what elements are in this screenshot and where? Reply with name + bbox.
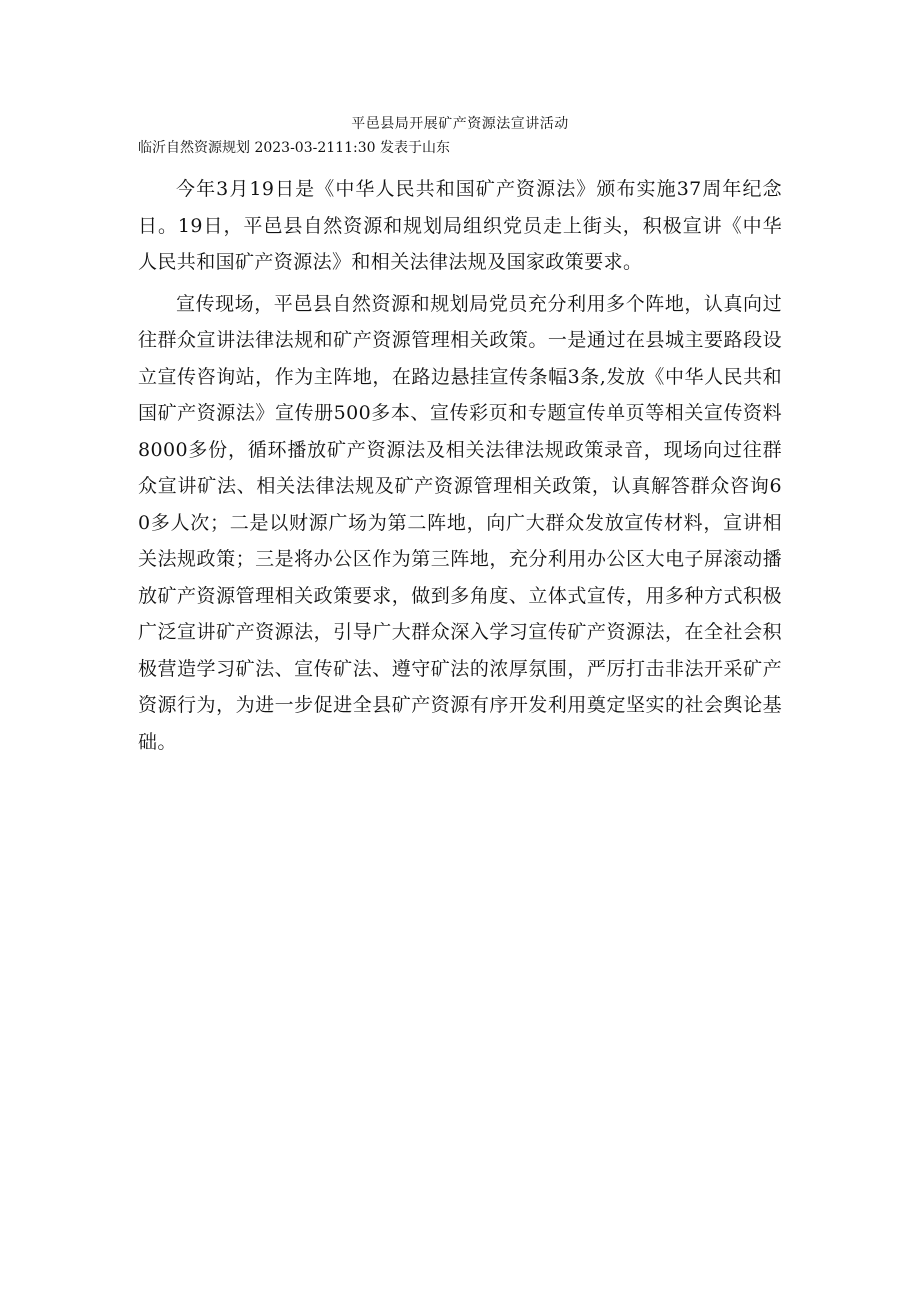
article-meta: 临沂自然资源规划 2023-03-2111:30 发表于山东 [138,140,450,156]
article-title: 平邑县局开展矿产资源法宣讲活动 [351,116,569,132]
article-body [138,171,782,760]
paragraph-1: 今年3月19日是《中华人民共和国矿产资源法》颁布实施37周年纪念日。19日，平邑县自然资源和规划局组织党员走上街头，积极宣讲《中华人民共和国矿产资源法》和相关法律法规及国家政策要求。 [138,178,782,273]
paragraph-2: 宣传现场，平邑县自然资源和规划局党员充分利用多个阵地，认真向过往群众宣讲法律法规和矿产资源管理相关政策。一是通过在县城主要路段设立宣传咨询站，作为主阵地，在路边悬挂宣传条幅3条,发放《中华人民共和国矿产资源法》宣传册500多本、宣传彩页和专题宣传单页等相关宣传资料8000多份，循环播放矿产资源法及相关法律法规政策录音，现场向过往群众宣讲矿法、相关法律法规及矿产资源管理相关政策，认真解答群众咨询60多人次；二是以财源广场为第二阵地，向广大群众发放宣传材料，宣讲相关法规政策；三是将办公区作为第三阵地，充分利用办公区大电子屏滚动播放矿产资源管理相关政策要求，做到多角度、立体式宣传，用多种方式积极广泛宣讲矿产资源法，引导广大群众深入学习宣传矿产资源法，在全社会积极营造学习矿法、宣传矿法、遵守矿法的浓厚氛围，严厉打击非法开采矿产资源行为，为进一步促进全县矿产资源有序开发利用奠定坚实的社会舆论基础。 [138,292,782,753]
